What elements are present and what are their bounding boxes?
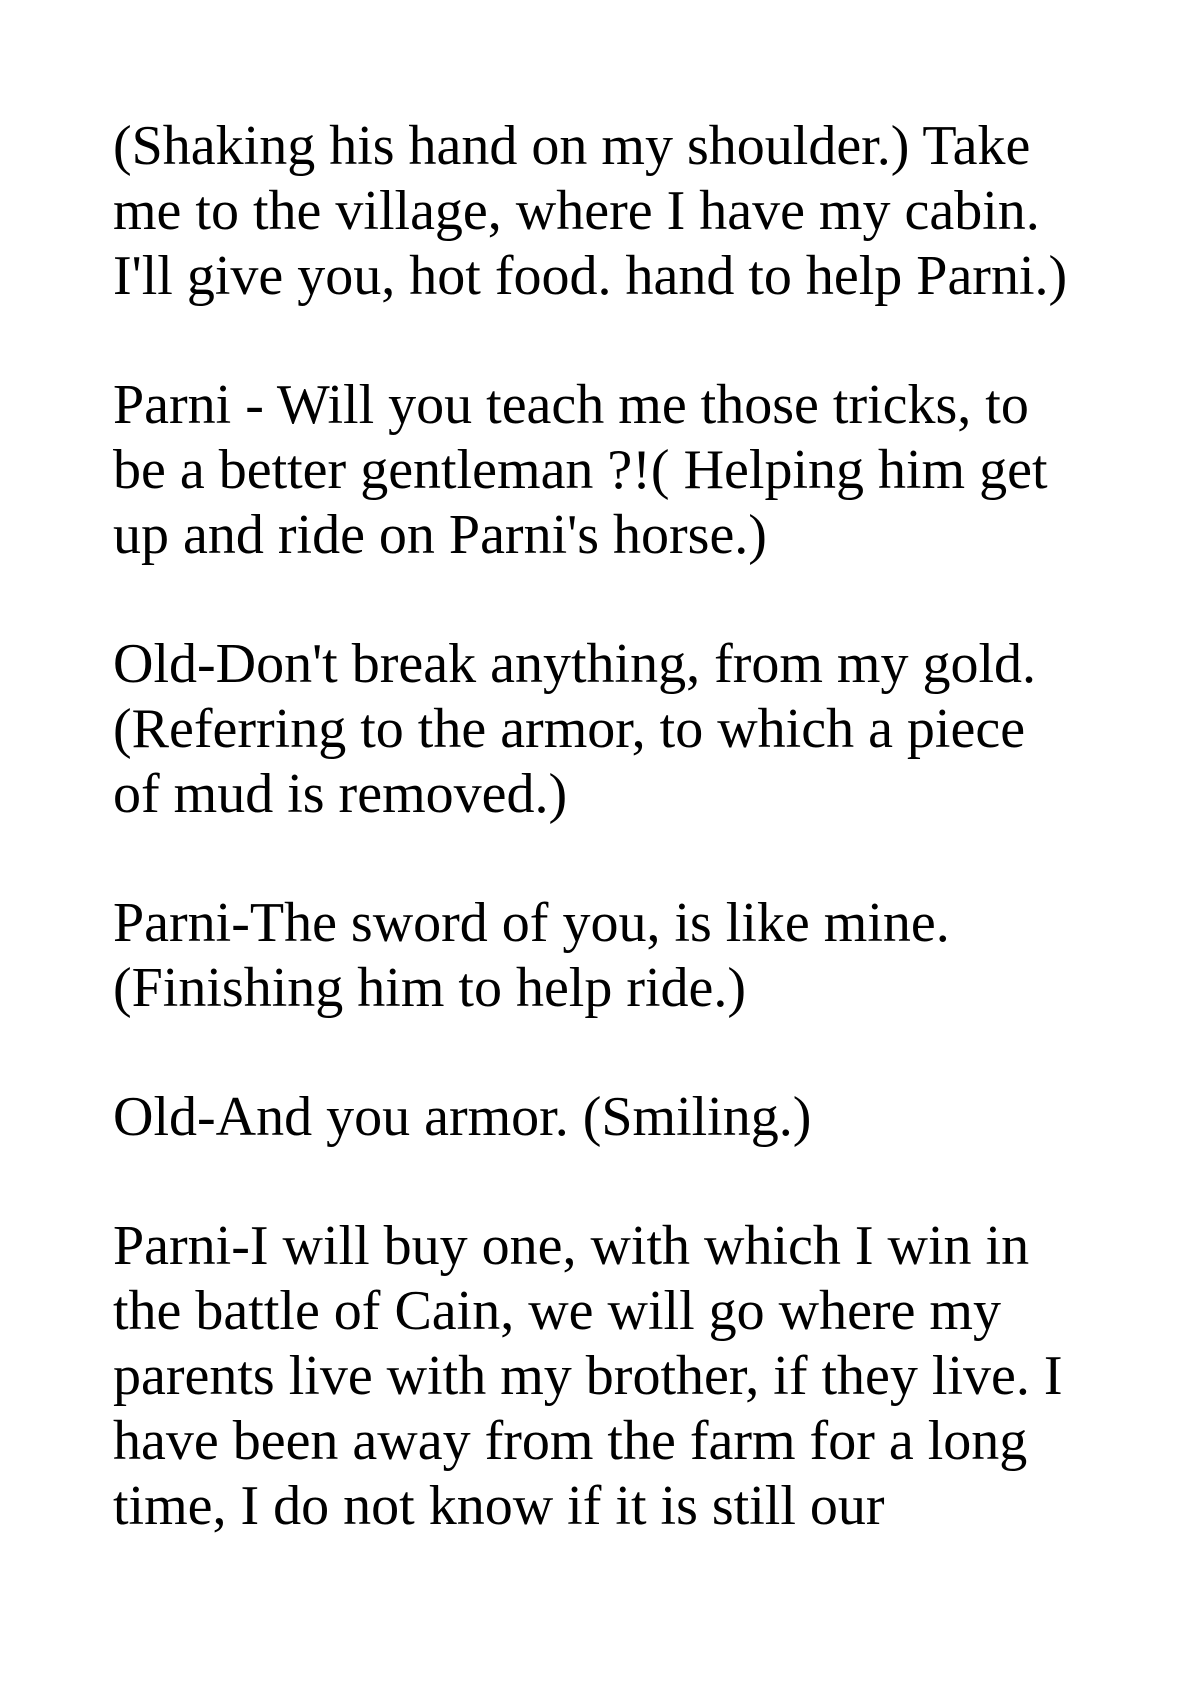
paragraph-3 bbox=[113, 632, 1113, 827]
paragraph-2 bbox=[113, 373, 1113, 568]
paragraph-4 bbox=[113, 891, 1113, 1021]
text-line: parents live with my brother, if they live. I bbox=[113, 1345, 1063, 1407]
text-line: time, I do not know if it is still our bbox=[113, 1475, 885, 1537]
text-line: of mud is removed.) bbox=[113, 763, 568, 825]
text-line: Parni - Will you teach me those tricks, to bbox=[113, 374, 1029, 436]
text-line: have been away from the farm for a long bbox=[113, 1410, 1028, 1472]
text-line: up and ride on Parni's horse.) bbox=[113, 504, 767, 566]
text-line: the battle of Cain, we will go where my bbox=[113, 1280, 1001, 1342]
paragraph-5 bbox=[113, 1085, 1113, 1150]
text-line: (Referring to the armor, to which a piece bbox=[113, 698, 1026, 760]
text-line: me to the village, where I have my cabin. bbox=[113, 180, 1040, 242]
text-line: be a better gentleman ?!( Helping him get bbox=[113, 439, 1048, 501]
text-line: I'll give you, hot food. hand to help Parni.) bbox=[113, 245, 1068, 307]
text-line: (Finishing him to help ride.) bbox=[113, 957, 747, 1019]
text-line: Old-Don't break anything, from my gold. bbox=[113, 633, 1037, 695]
text-line: (Shaking his hand on my shoulder.) Take bbox=[113, 115, 1031, 177]
text-line: Parni-The sword of you, is like mine. bbox=[113, 892, 950, 954]
text-line: Old-And you armor. (Smiling.) bbox=[113, 1086, 812, 1148]
paragraph-6 bbox=[113, 1214, 1113, 1539]
document-body bbox=[113, 114, 1113, 1603]
paragraph-1 bbox=[113, 114, 1113, 309]
text-line: Parni-I will buy one, with which I win in bbox=[113, 1215, 1030, 1277]
